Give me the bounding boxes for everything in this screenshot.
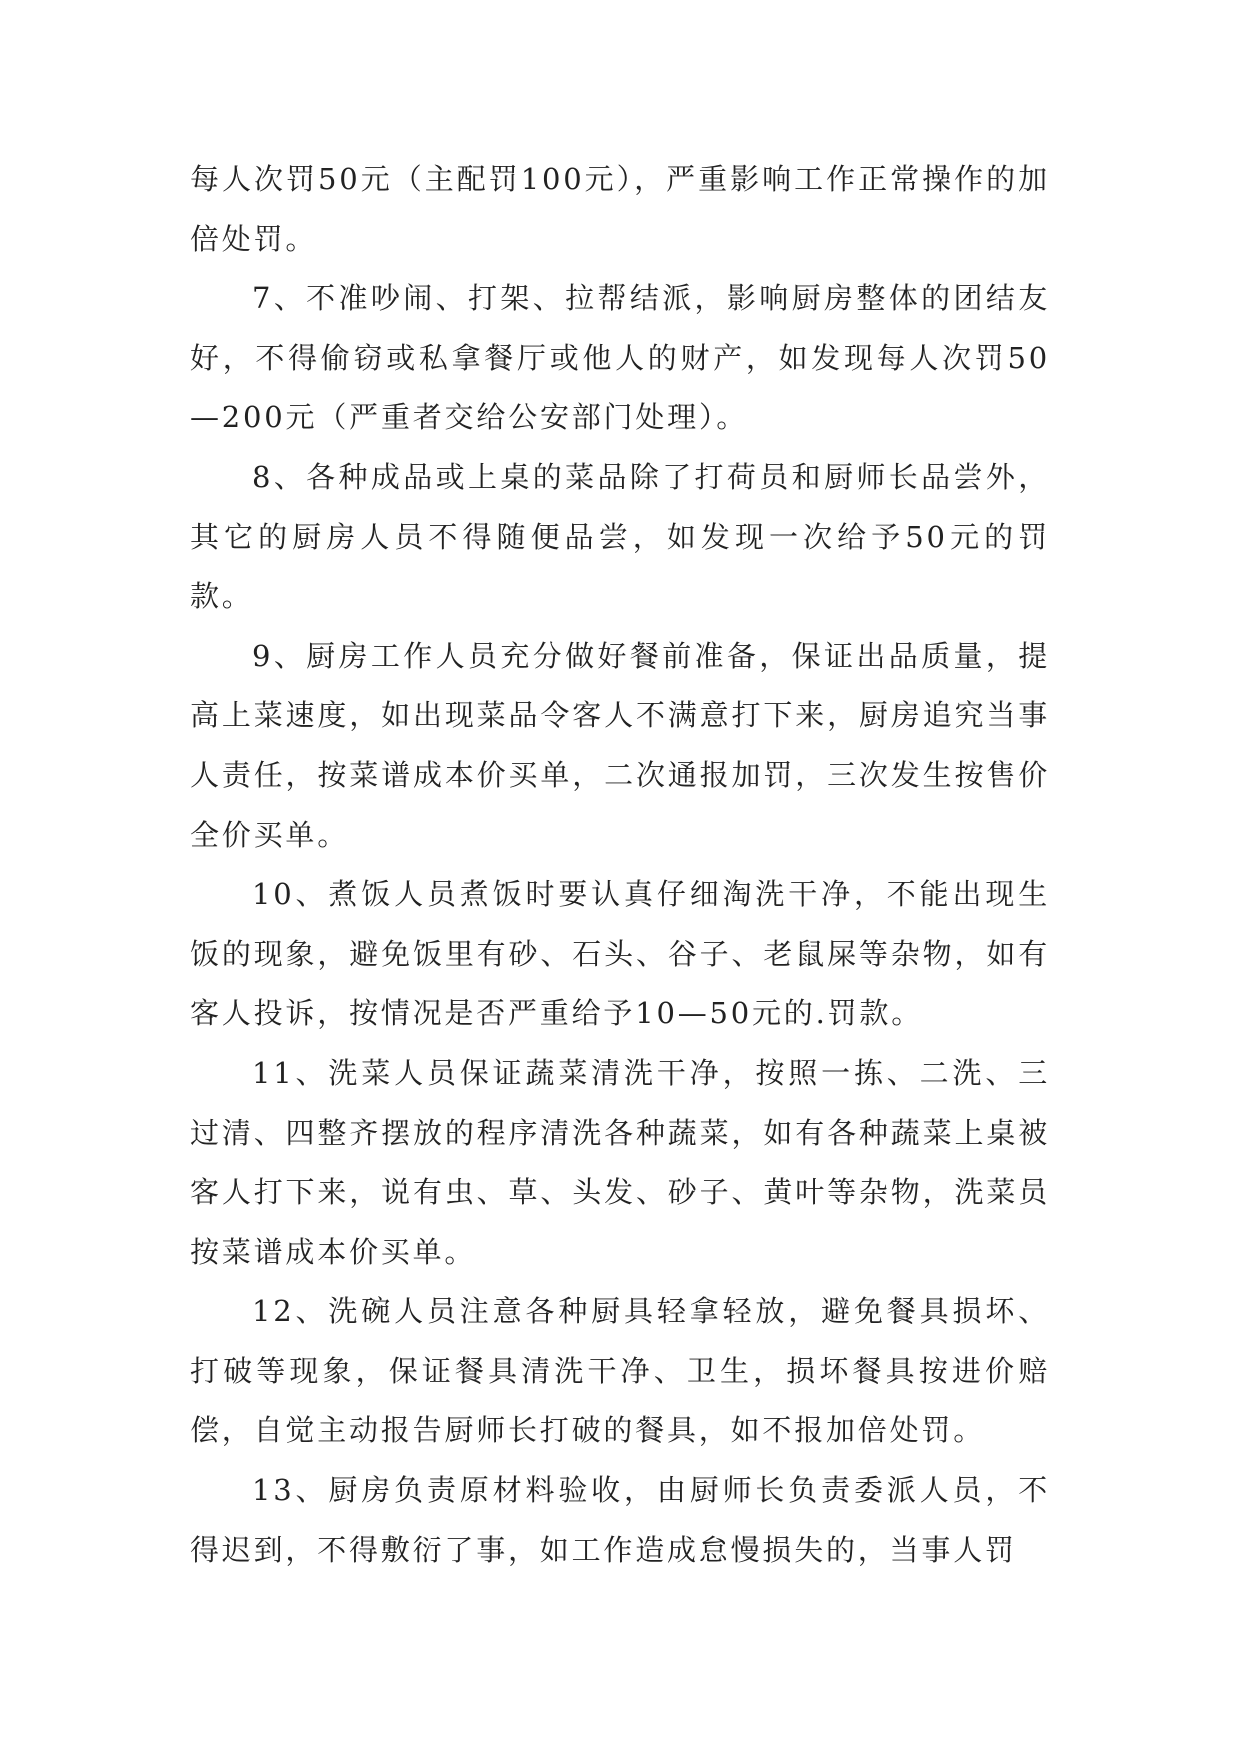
paragraph-rule-11: 11、洗菜人员保证蔬菜清洗干净，按照一拣、二洗、三过清、四整齐摆放的程序清洗各种蔬菜，如有各种蔬菜上桌被客人打下来，说有虫、草、头发、砂子、黄叶等杂物，洗菜员按菜谱成本价买单。 bbox=[190, 1055, 1050, 1269]
paragraph-continuation: 每人次罚50元（主配罚100元），严重影响工作正常操作的加倍处罚。 bbox=[190, 162, 1050, 256]
paragraph-rule-10: 10、煮饭人员煮饭时要认真仔细淘洗干净，不能出现生饭的现象，避免饭里有砂、石头、谷子、老鼠屎等杂物，如有客人投诉，按情况是否严重给予10—50元的.罚款。 bbox=[190, 877, 1050, 1031]
paragraph-rule-13: 13、厨房负责原材料验收，由厨师长负责委派人员，不得迟到，不得敷衍了事，如工作造成怠慢损失的，当事人罚 bbox=[190, 1473, 1050, 1567]
document-body bbox=[190, 150, 1050, 1580]
paragraph-rule-8: 8、各种成品或上桌的菜品除了打荷员和厨师长品尝外，其它的厨房人员不得随便品尝，如发现一次给予50元的罚款。 bbox=[190, 459, 1050, 614]
paragraph-rule-9: 9、厨房工作人员充分做好餐前准备，保证出品质量，提高上菜速度，如出现菜品令客人不满意打下来，厨房追究当事人责任，按菜谱成本价买单，二次通报加罚，三次发生按售价全价买单。 bbox=[190, 638, 1050, 852]
paragraph-rule-12: 12、洗碗人员注意各种厨具轻拿轻放，避免餐具损坏、打破等现象，保证餐具清洗干净、卫生，损坏餐具按进价赔偿，自觉主动报告厨师长打破的餐具，如不报加倍处罚。 bbox=[190, 1294, 1050, 1448]
paragraph-rule-7: 7、不准吵闹、打架、拉帮结派，影响厨房整体的团结友好，不得偷窃或私拿餐厅或他人的财产，如发现每人次罚50—200元（严重者交给公安部门处理）。 bbox=[190, 281, 1050, 435]
